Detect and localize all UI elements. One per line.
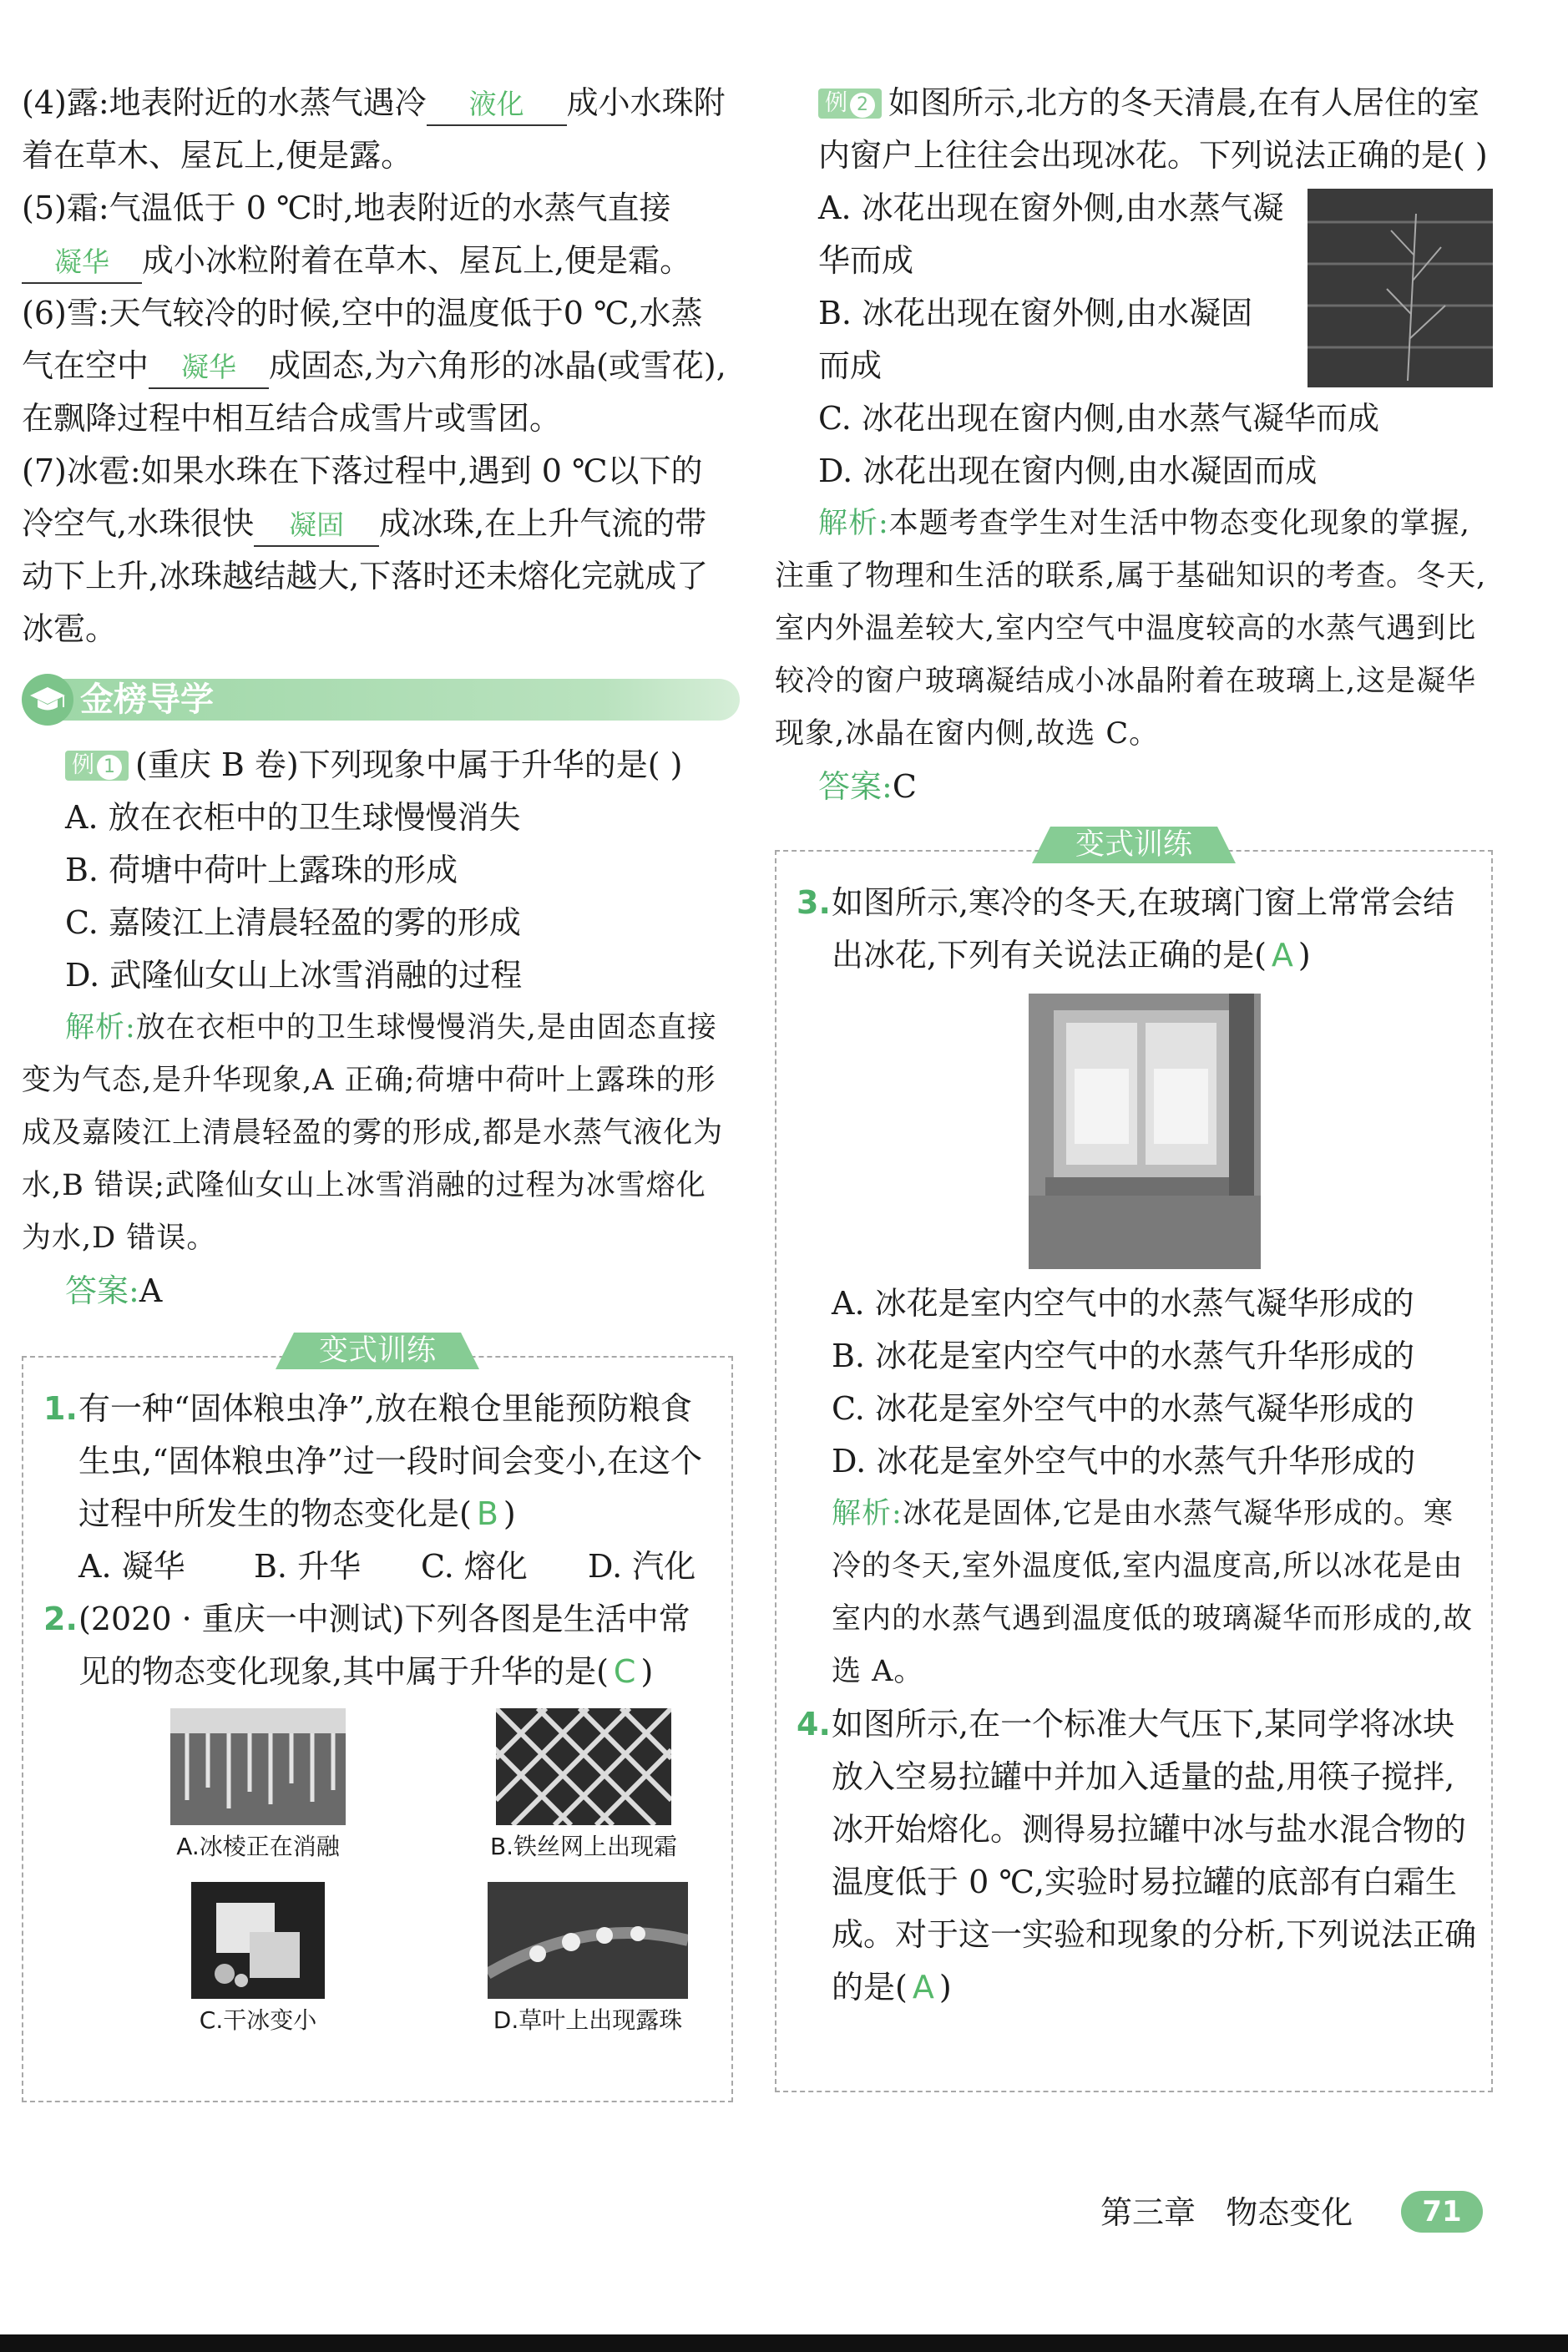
- page-edge: [0, 2334, 1568, 2352]
- example-1: 例 1 (重庆 B 卷)下列现象中属于升华的是( ) A. 放在衣柜中的卫生球慢慢消失 B. 荷塘中荷叶上露珠的形成 C. 嘉陵江上清晨轻盈的雾的形成 D. 武隆仙女山上冰雪消融的过程 解析:放在衣柜中的卫生球慢慢消失,是由固态直接变为气态,是升华现象,A 正确;荷塘中荷叶上露珠的形成及嘉陵江上清晨轻盈的雾的形成,都是水蒸气液化为水,B 错误;武隆仙女山上冰雪消融的过程为冰雪熔化为水,D 错误。 答案:A: [22, 739, 733, 1318]
- page-number: 71: [1401, 2191, 1483, 2233]
- fill-blank: 液化: [427, 84, 567, 126]
- figure-dew-grass: D.草叶上出现露珠: [479, 1882, 696, 2036]
- analysis: 解析:冰花是固体,它是由水蒸气凝华形成的。寒冷的冬天,室外温度低,室内温度高,所以冰花是由室内的水蒸气遇到温度低的玻璃凝华而形成的,故选 A。: [832, 1497, 1474, 1688]
- example-tag: 例 2: [818, 89, 882, 119]
- concept-dew: (4)露:地表附近的水蒸气遇冷 液化 成小水珠附着在草木、屋瓦上,便是露。: [22, 84, 726, 174]
- analysis: 解析:放在衣柜中的卫生球慢慢消失,是由固态直接变为气态,是升华现象,A 正确;荷塘中荷叶上露珠的形成及嘉陵江上清晨轻盈的雾的形成,都是水蒸气液化为水,B 错误;武隆仙女山上冰雪消融的过程为冰雪熔化为水,D 错误。: [22, 1011, 724, 1255]
- figure-icicle: A.冰棱正在消融: [170, 1708, 346, 1862]
- question-4: 4.如图所示,在一个标准大气压下,某同学将冰块放入空易拉罐中并加入适量的盐,用筷子搅拌,冰开始熔化。测得易拉罐中冰与盐水混合物的温度低于 0 ℃,实验时易拉罐的底部有白霜生成。对于这一实验和现象的分析,下列说法正确的是( A ): [797, 1706, 1477, 2006]
- practice-box-right: [775, 828, 1493, 2092]
- concept-frost: (5)霜:气温低于 0 ℃时,地表附近的水蒸气直接凝华 成小冰粒附着在草木、屋瓦上,便是霜。: [22, 182, 733, 287]
- fill-blank: 凝华: [149, 347, 269, 389]
- answer: 答案:C: [818, 768, 917, 805]
- fill-blank: 凝固: [254, 505, 379, 547]
- question-3: 3.如图所示,寒冷的冬天,在玻璃门窗上常常会结出冰花,下列有关说法正确的是( A ) A. 冰花是室内空气中的水蒸气凝华形成的 B. 冰花是室内空气中的水蒸气升华形成的 C. 冰花是室外空气中的水蒸气凝华形成的 D. 冰花是室外空气中的水蒸气升华形成的 解析:冰花是固体,它是由水蒸气凝华形成的。寒冷的冬天,室外温度低,室内温度高,所以冰花是由室内的水蒸气遇到温度低的玻璃凝华而形成的,故选 A。: [788, 877, 1479, 1698]
- figure-dry-ice: C.干冰变小: [170, 1882, 346, 2036]
- figure-frost-mesh: B.铁丝网上出现霜: [479, 1708, 688, 1862]
- question-1: 1.有一种“固体粮虫净”,放在粮仓里能预防粮食生虫,“固体粮虫净”过一段时间会变小,在这个过程中所发生的物态变化是( B ) A. 凝华 B. 升华 C. 熔化 D. 汽化: [43, 1390, 703, 1585]
- example-tag: 例 1: [65, 751, 129, 781]
- concept-snow: (6)雪:天气较冷的时候,空中的温度低于0 ℃,水蒸气在空中 凝华 成固态,为六角形的冰晶(或雪花),在飘降过程中相互结合成雪片或雪团。: [22, 295, 726, 437]
- section-banner: 金榜导学: [22, 674, 733, 726]
- answer: 答案:A: [65, 1272, 163, 1309]
- fill-blank: 凝华: [22, 242, 142, 284]
- analysis: 解析:本题考查学生对生活中物态变化现象的掌握,注重了物理和生活的联系,属于基础知识的考查。冬天,室内外温差较大,室内空气中温度较高的水蒸气遇到比较冷的窗户玻璃凝结成小冰晶附着在玻璃上,这是凝华现象,冰晶在窗内侧,故选 C。: [775, 507, 1487, 751]
- practice-box-left: [22, 1334, 733, 2102]
- window-frost-photo: [1308, 189, 1493, 387]
- question-2: 2.(2020 · 重庆一中测试)下列各图是生活中常见的物态变化现象,其中属于升华的是( C ) A.冰棱正在消融 B.铁丝网上出现霜 C.干冰变小 D.草叶上出现露珠: [35, 1593, 720, 2049]
- graduation-cap-icon: [22, 674, 73, 726]
- right-column: [775, 77, 1493, 2092]
- practice-title: 变式训练: [294, 1333, 461, 1369]
- concept-hail: (7)冰雹:如果水珠在下落过程中,遇到 0 ℃以下的冷空气,水珠很快 凝固 成冰珠,在上升气流的带动下上升,冰珠越结越大,下落时还未熔化完就成了冰雹。: [22, 453, 709, 647]
- practice-title: 变式训练: [1050, 827, 1217, 863]
- page-footer: 第三章 物态变化: [1100, 2194, 1353, 2231]
- example-2: 例 2 如图所示,北方的冬天清晨,在有人居住的室内窗户上往往会出现冰花。下列说法正确的是( ) A. 冰花出现在窗外侧,由水蒸气凝华而成 B. 冰花出现在窗外侧,由水凝固而成 C. 冰花出现在窗内侧,由水蒸气凝华而成 D. 冰花出现在窗内侧,由水凝固而成 解析:本题考查学生对生活中物态变化现象的掌握,注重了物理和生活的联系,属于基础知识的考查。冬天,室内外温差较大,室内空气中温度较高的水蒸气遇到比较冷的窗户玻璃凝结成小冰晶附着在玻璃上,这是凝华现象,冰晶在窗内侧,故选 C。 答案:C: [775, 77, 1493, 813]
- glass-window-figure: [1029, 994, 1261, 1269]
- left-column: [22, 77, 733, 2102]
